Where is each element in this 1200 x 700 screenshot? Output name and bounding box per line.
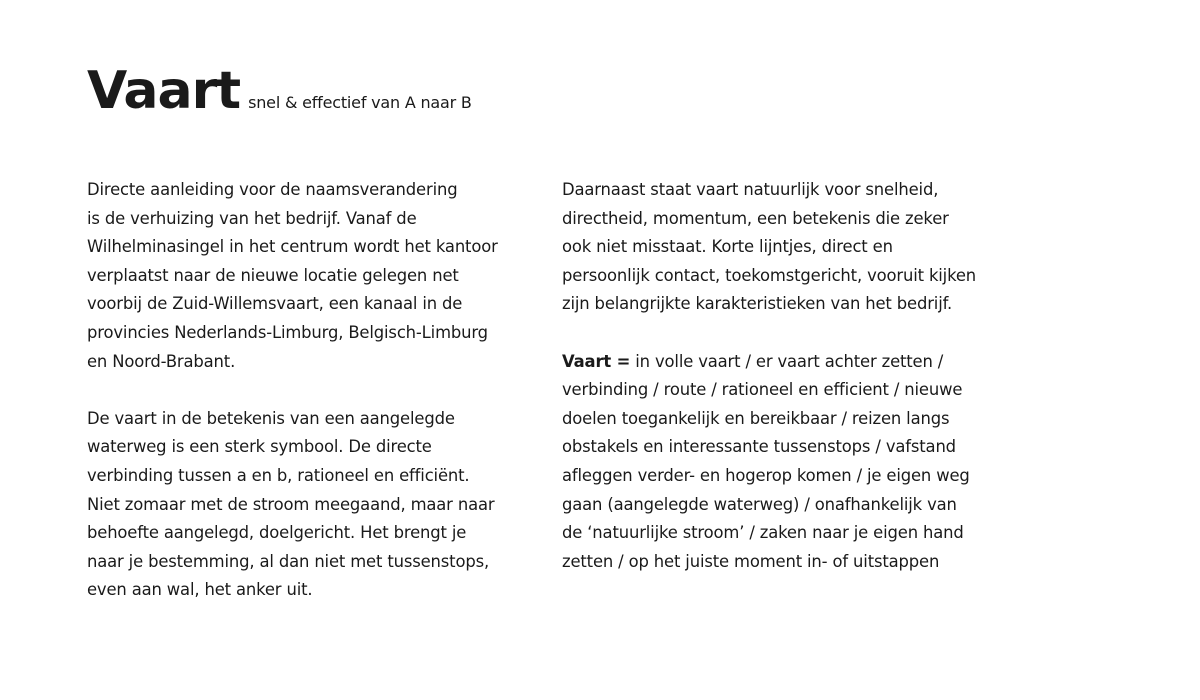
text-line: Daarnaast staat vaart natuurlijk voor snelheid, [562,180,939,199]
text-line: Directe aanleiding voor de naamsverandering [87,180,458,199]
page-title: Vaart [87,61,241,121]
page-subtitle: snel & effectief van A naar B [248,93,472,112]
text-line: zijn belangrijkte karakteristieken van het bedrijf. [562,294,953,314]
text-line: verbinding tussen a en b, rationeel en efficiënt. [87,465,470,485]
header [87,58,472,124]
text-line: verplaatst naar de nieuwe locatie gelegen net [87,265,459,285]
definition-paragraph [562,348,1012,577]
text-line: Wilhelminasingel in het centrum wordt het kantoor [87,237,498,257]
text-line: ook niet misstaat. Korte lijntjes, direct en [562,237,893,257]
text-line: afleggen verder- en hogerop komen / je eigen weg [562,465,970,485]
text-line: en Noord-Brabant. [87,351,236,371]
text-line: voorbij de Zuid-Willemsvaart, een kanaal in de [87,294,463,314]
text-line: zetten / op het juiste moment in- of uitstappen [562,551,940,571]
text-line: de ‘natuurlijke stroom’ / zaken naar je eigen hand [562,523,964,543]
right-paragraph-1 [562,176,1012,319]
text-line: obstakels en interessante tussenstops / vafstand [562,437,956,457]
text-line: naar je bestemming, al dan niet met tussenstops, [87,551,490,571]
text-line: doelen toegankelijk en bereikbaar / reizen langs [562,408,950,428]
definition-label: Vaart = [562,351,631,371]
right-column [562,176,1012,605]
text-line: persoonlijk contact, toekomstgericht, vooruit kijken [562,265,977,285]
text-line: in volle vaart / er vaart achter zetten / [635,351,944,371]
text-line: gaan (aangelegde waterweg) / onafhankelijk van [562,494,957,514]
left-column [87,176,537,634]
text-line: directheid, momentum, een betekenis die zeker [562,208,949,228]
text-line: is de verhuizing van het bedrijf. Vanaf de [87,208,417,228]
left-paragraph-1 [87,176,537,376]
text-line: De vaart in de betekenis van een aangelegde [87,408,455,428]
text-line: even aan wal, het anker uit. [87,580,313,600]
text-line: behoefte aangelegd, doelgericht. Het brengt je [87,523,467,543]
text-line: waterweg is een sterk symbool. De directe [87,437,432,457]
text-line: Niet zomaar met de stroom meegaand, maar naar [87,494,495,514]
left-paragraph-2 [87,405,537,605]
text-line: provincies Nederlands-Limburg, Belgisch-Limburg [87,322,488,342]
definition-first-line [562,348,1012,377]
text-line: verbinding / route / rationeel en efficient / nieuwe [562,380,963,400]
